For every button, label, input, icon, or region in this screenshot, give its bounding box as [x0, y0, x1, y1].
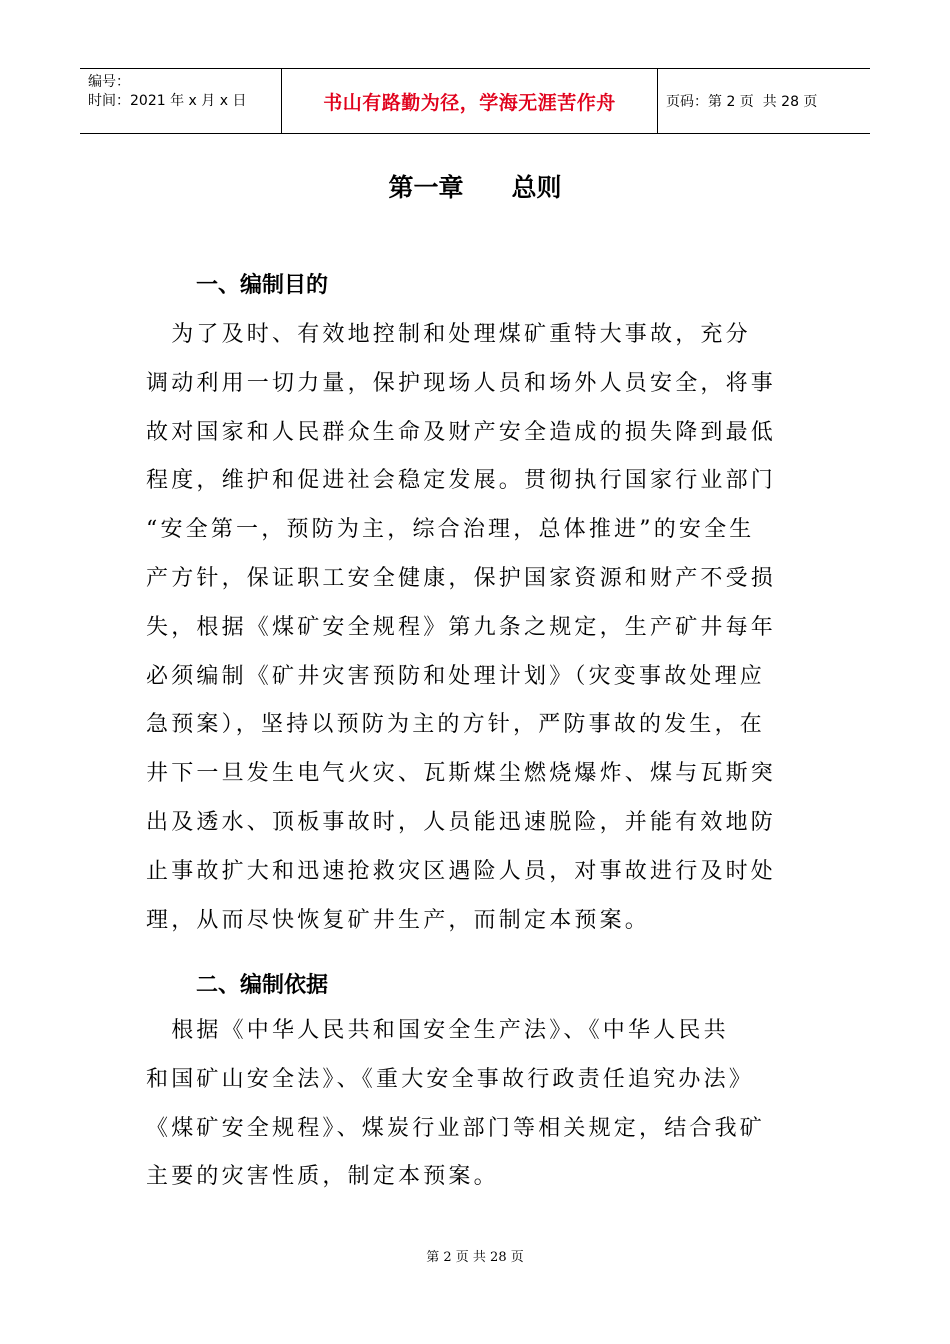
section-heading-basis: 二、编制依据: [196, 973, 329, 998]
page-footer: 第 2 页 共 28 页: [426, 1250, 524, 1265]
paragraph-line: 《煤矿安全规程》、煤炭行业部门等相关规定，结合我矿: [146, 1115, 766, 1141]
header-meta: [80, 69, 282, 133]
paragraph-line: 主要的灾害性质，制定本预案。: [146, 1164, 499, 1190]
paragraph-line: 止事故扩大和迅速抢救灾区遇险人员，对事故进行及时处: [146, 858, 777, 884]
chapter-title: [0, 168, 950, 204]
page-header: [80, 68, 870, 134]
paragraph-line: 故对国家和人民群众生命及财产安全造成的损失降到最低: [146, 419, 777, 445]
paragraph-line: 程度，维护和促进社会稳定发展。贯彻执行国家行业部门: [146, 468, 777, 494]
paragraph-line: “安全第一，预防为主，综合治理，总体推进”的安全生: [146, 517, 755, 543]
header-motto: 书山有路勤为径，学海无涯苦作舟: [282, 69, 658, 133]
paragraph-line: 井下一旦发生电气火灾、瓦斯煤尘燃烧爆炸、煤与瓦斯突: [146, 761, 777, 787]
paragraph-line: 和国矿山安全法》、《重大安全事故行政责任追究办法》: [146, 1066, 755, 1092]
paragraph-line: 为了及时、有效地控制和处理煤矿重特大事故，充分: [146, 322, 751, 347]
paragraph-line: 失，根据《煤矿安全规程》第九条之规定，生产矿井每年: [146, 614, 777, 640]
paragraph-line: 理，从而尽快恢复矿井生产，而制定本预案。: [146, 907, 651, 933]
paragraph-line: 产方针，保证职工安全健康，保护国家资源和财产不受损: [146, 565, 777, 591]
paragraph-line: 根据《中华人民共和国安全生产法》、《中华人民共: [146, 1018, 729, 1043]
section-body-purpose: [146, 311, 804, 945]
paragraph-line: 必须编制《矿井灾害预防和处理计划》（灾变事故处理应: [146, 663, 766, 689]
header-page-info: [658, 69, 870, 133]
chapter-name: 总则: [511, 173, 562, 202]
header-page-info-text: 页码：第 2 页 共 28 页: [666, 94, 818, 110]
paragraph-line: 调动利用一切力量，保护现场人员和场外人员安全，将事: [146, 370, 777, 396]
document-time-label: 时间：2021 年 x 月 x 日: [88, 93, 247, 109]
section-heading-purpose: 一、编制目的: [196, 273, 329, 298]
paragraph-line: 急预案），坚持以预防为主的方针，严防事故的发生，在: [146, 712, 766, 738]
paragraph-line: 出及透水、顶板事故时，人员能迅速脱险，并能有效地防: [146, 809, 777, 835]
document-number-label: 编号：: [88, 74, 130, 90]
section-body-basis: [146, 1007, 804, 1202]
chapter-number: 第一章: [388, 173, 464, 202]
